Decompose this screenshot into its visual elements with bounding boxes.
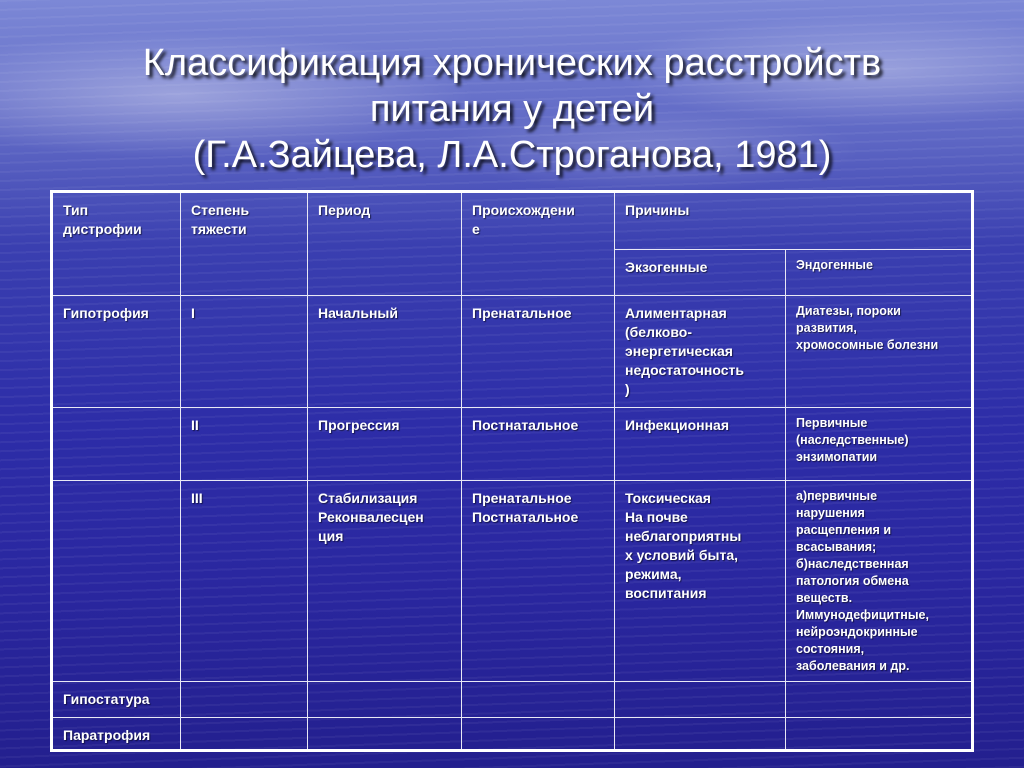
cell-severity: III xyxy=(181,481,308,682)
cell-endogenous xyxy=(786,682,973,718)
table-row xyxy=(52,682,973,718)
cell-period: Стабилизация Реконвалесцен ция xyxy=(308,481,462,682)
classification-table xyxy=(50,190,974,752)
cell-origin: Пренатальное xyxy=(462,296,615,408)
header-causes: Причины xyxy=(615,192,973,250)
cell-severity: II xyxy=(181,408,308,481)
cell-origin xyxy=(462,682,615,718)
cell-severity xyxy=(181,718,308,751)
slide-title-line-2: питания у детей xyxy=(369,88,655,130)
slide-title xyxy=(0,40,1024,178)
slide-title-line-1: Классификация хронических расстройств xyxy=(142,42,882,84)
cell-period xyxy=(308,682,462,718)
cell-period: Прогрессия xyxy=(308,408,462,481)
header-endogenous: Эндогенные xyxy=(786,250,973,296)
cell-severity: I xyxy=(181,296,308,408)
header-row xyxy=(52,192,973,250)
cell-exogenous: Инфекционная xyxy=(615,408,786,481)
cell-origin xyxy=(462,718,615,751)
table-row xyxy=(52,408,973,481)
cell-endogenous xyxy=(786,718,973,751)
cell-exogenous xyxy=(615,682,786,718)
header-exogenous: Экзогенные xyxy=(615,250,786,296)
cell-exogenous xyxy=(615,718,786,751)
cell-type xyxy=(52,481,181,682)
cell-severity xyxy=(181,682,308,718)
cell-endogenous: а)первичные нарушения расщепления и всасывания; б)наследственная патология обмена веществ. Иммунодефицитные, нейроэндокринные состояния, заболевания и др. xyxy=(786,481,973,682)
header-origin: Происхождени е xyxy=(462,192,615,296)
cell-period xyxy=(308,718,462,751)
cell-type: Паратрофия xyxy=(52,718,181,751)
table-row xyxy=(52,296,973,408)
cell-endogenous: Первичные (наследственные) энзимопатии xyxy=(786,408,973,481)
cell-exogenous: Токсическая На почве неблагоприятны х условий быта, режима, воспитания xyxy=(615,481,786,682)
cell-exogenous: Алиментарная (белково- энергетическая недостаточность ) xyxy=(615,296,786,408)
cell-period: Начальный xyxy=(308,296,462,408)
cell-type: Гипотрофия xyxy=(52,296,181,408)
cell-endogenous: Диатезы, пороки развития, хромосомные болезни xyxy=(786,296,973,408)
header-severity: Степень тяжести xyxy=(181,192,308,296)
cell-origin: Постнатальное xyxy=(462,408,615,481)
table-row xyxy=(52,481,973,682)
slide-title-line-3: (Г.А.Зайцева, Л.А.Строганова, 1981) xyxy=(192,134,832,176)
cell-type xyxy=(52,408,181,481)
cell-type: Гипостатура xyxy=(52,682,181,718)
header-period: Период xyxy=(308,192,462,296)
header-type: Тип дистрофии xyxy=(52,192,181,296)
table-row xyxy=(52,718,973,751)
cell-origin: Пренатальное Постнатальное xyxy=(462,481,615,682)
